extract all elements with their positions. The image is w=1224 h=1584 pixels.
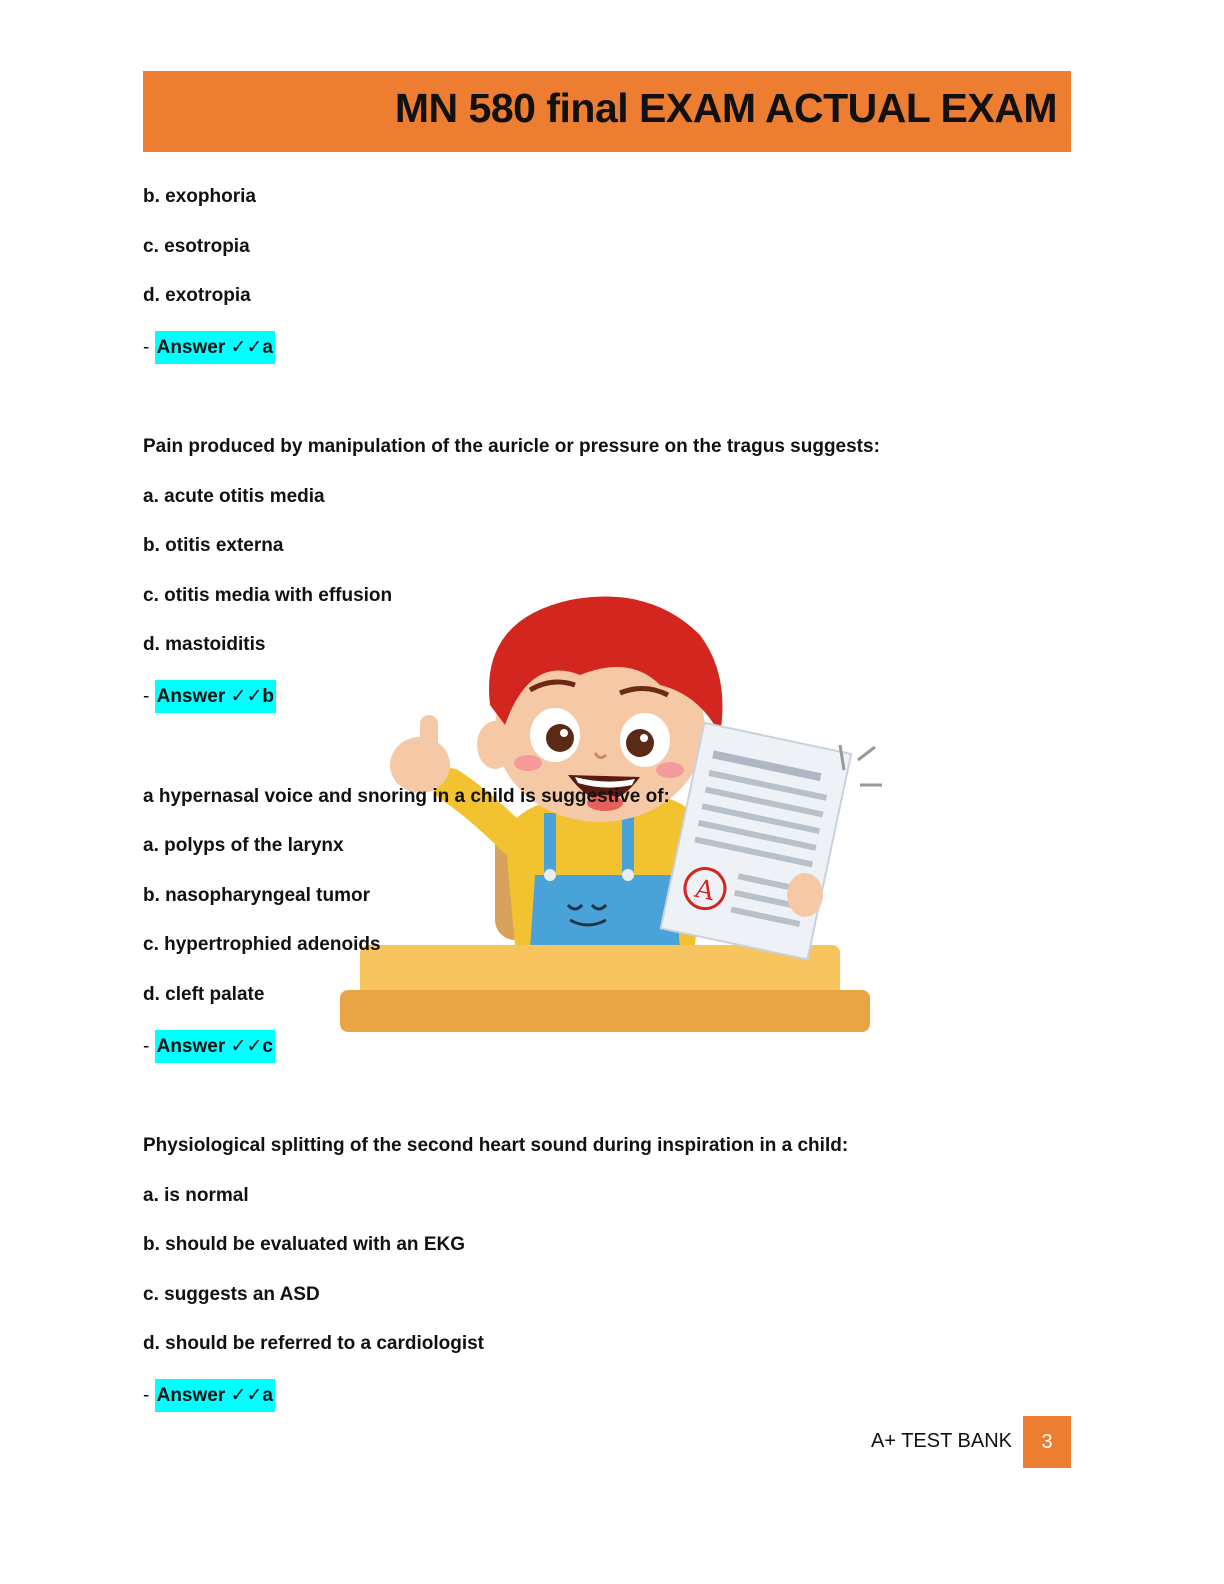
answer-line: [143, 685, 276, 709]
footer-label: A+ TEST BANK: [871, 1430, 1012, 1452]
answer-prefix: -: [143, 1036, 155, 1057]
grade-mark: A: [692, 873, 717, 908]
option-line: c. otitis media with effusion: [143, 585, 393, 606]
option-line: c. hypertrophied adenoids: [143, 934, 381, 955]
boy-with-graded-paper-illustration: [330, 585, 890, 1045]
option-line: b. exophoria: [143, 186, 256, 207]
answer-prefix: -: [143, 337, 155, 358]
option-line: d. should be referred to a cardiologist: [143, 1333, 484, 1354]
option-line: b. nasopharyngeal tumor: [143, 885, 370, 906]
answer-highlight: Answer ✓✓a: [155, 1379, 275, 1412]
question-line: Pain produced by manipulation of the auricle or pressure on the tragus suggests:: [143, 436, 880, 457]
page-header: [143, 71, 1071, 152]
answer-line: [143, 336, 275, 360]
option-line: a. is normal: [143, 1185, 249, 1206]
question-line: Physiological splitting of the second heart sound during inspiration in a child:: [143, 1135, 849, 1156]
answer-highlight: Answer ✓✓c: [155, 1030, 275, 1063]
option-line: a. polyps of the larynx: [143, 835, 344, 856]
option-line: d. exotropia: [143, 285, 251, 306]
page-number: 3: [1023, 1416, 1071, 1468]
answer-line: [143, 1035, 275, 1059]
option-line: d. mastoiditis: [143, 634, 266, 655]
answer-line: [143, 1384, 275, 1408]
option-line: b. otitis externa: [143, 535, 284, 556]
option-line: c. esotropia: [143, 236, 250, 257]
option-line: d. cleft palate: [143, 984, 265, 1005]
answer-prefix: -: [143, 1385, 155, 1406]
answer-highlight: Answer ✓✓b: [155, 680, 276, 713]
option-line: a. acute otitis media: [143, 486, 325, 507]
option-line: b. should be evaluated with an EKG: [143, 1234, 465, 1255]
page-title: MN 580 final EXAM ACTUAL EXAM: [394, 85, 1057, 131]
answer-highlight: Answer ✓✓a: [155, 331, 275, 364]
answer-prefix: -: [143, 686, 155, 707]
option-line: c. suggests an ASD: [143, 1284, 320, 1305]
question-line: a hypernasal voice and snoring in a child is suggestive of:: [143, 786, 670, 807]
